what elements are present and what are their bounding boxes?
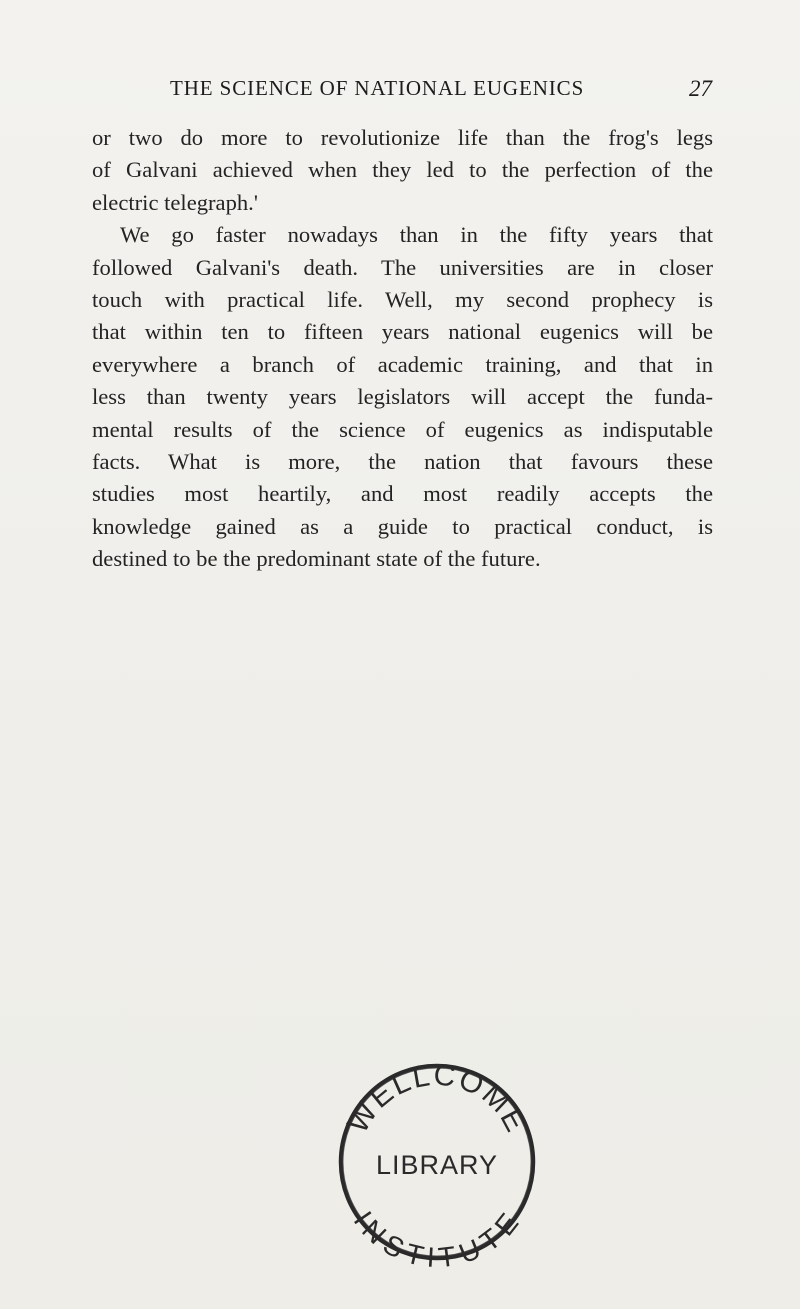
text-line: less than twenty years legislators will accept the funda- bbox=[92, 384, 713, 410]
text-line: everywhere a branch of academic training, and that in bbox=[92, 351, 713, 377]
paragraph-1 bbox=[92, 122, 713, 219]
paragraph-2 bbox=[92, 219, 713, 575]
library-stamp bbox=[328, 1050, 546, 1268]
text-line: destined to be the predominant state of the future. bbox=[92, 546, 541, 572]
stamp-bottom-text: INSTITUTE bbox=[347, 1205, 526, 1268]
stamp-seal-icon bbox=[328, 1050, 546, 1268]
text-line: We go faster nowadays than in the fifty years that bbox=[120, 222, 713, 248]
stamp-center-text: LIBRARY bbox=[375, 1150, 499, 1180]
running-head bbox=[92, 76, 712, 106]
running-title: THE SCIENCE OF NATIONAL EUGENICS bbox=[170, 76, 585, 100]
text-line: that within ten to fifteen years national eugenics will be bbox=[92, 319, 713, 345]
text-line: electric telegraph.' bbox=[92, 189, 258, 215]
body-text bbox=[92, 122, 713, 576]
page-number: 27 bbox=[689, 76, 712, 101]
text-line: knowledge gained as a guide to practical conduct, is bbox=[92, 513, 713, 539]
text-line: or two do more to revolutionize life than the frog's legs bbox=[92, 125, 713, 150]
text-line: followed Galvani's death. The universities are in closer bbox=[92, 254, 713, 280]
stamp-top-text: WELLCOME bbox=[341, 1058, 533, 1139]
text-line: touch with practical life. Well, my second prophecy is bbox=[92, 287, 713, 313]
text-line: of Galvani achieved when they led to the perfection of the bbox=[92, 157, 713, 183]
text-line: studies most heartily, and most readily accepts the bbox=[92, 481, 713, 507]
text-line: facts. What is more, the nation that favours these bbox=[92, 449, 713, 475]
text-line: mental results of the science of eugenics as indisputable bbox=[92, 416, 713, 442]
